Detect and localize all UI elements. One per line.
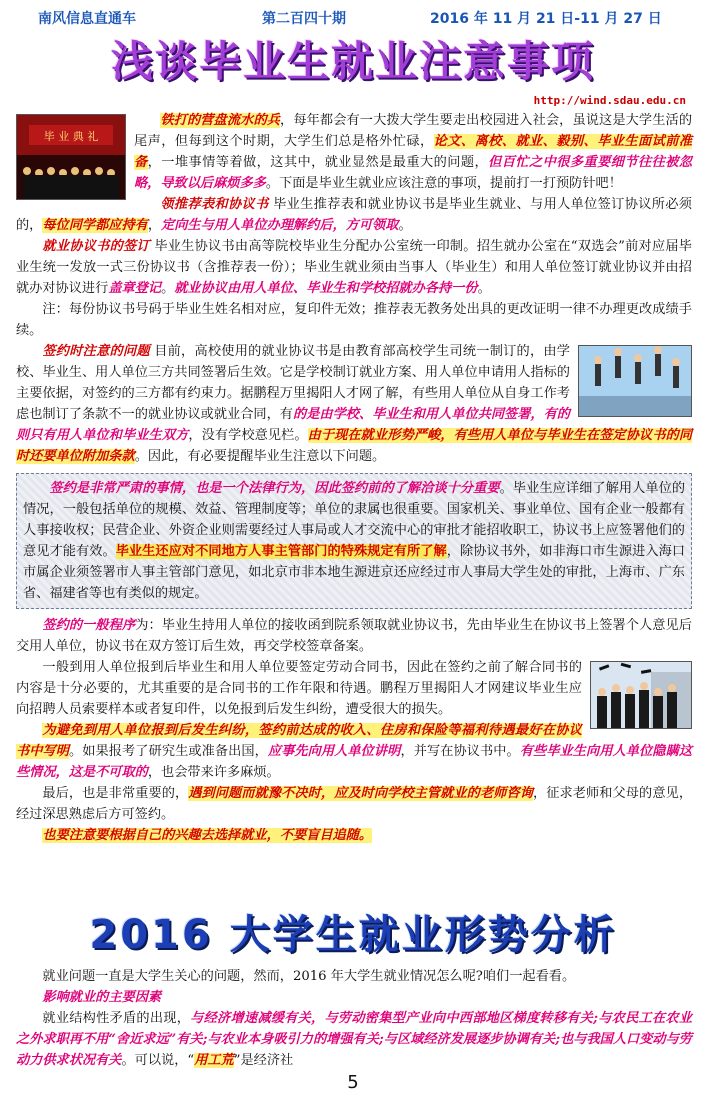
page-number: 5 [347,1072,359,1093]
issue-date: 2016 年 11 月 21 日-11 月 27 日 [430,11,662,27]
recommendation-form-paragraph: 领推荐表和协议书 毕业生推荐表和就业协议书是毕业生就业、与用人单位签订协议所必须的，每位同学都应持有，定向生与用人单位办理解约后，方可领取。 [16,197,692,233]
signing-issues-paragraph: 签约时注意的问题 目前，高校使用的就业协议书是由教育部高校学生司统一制订的，由学校、毕业生、用人单位三方共同签署后生效。它是学校制订就业方案、用人单位申请用人指标的主要依据，对签约的三方都有约束力。据鹏程万里揭阳人才网了解，有些用人单位从自身工作考虑也制订了条款不一的就业协议或就业合同，有的是由学校、毕业生和用人单位共同签署，有的则只有用人单位和毕业生双方，没有学校意见栏。由于现在就业形势严峻，有些用人单位与毕业生在签定协议书的同时还要单位附加条款。因此，有必要提醒毕业生注意以下问题。 [16,344,693,464]
procedure-paragraph: 签约的一般程序为：毕业生持用人单位的接收函到院系领取就业协议书，先由毕业生在协议书上签署个人意见后交用人单位，协议书在双方签订后生效，再交学校签章备案。 [16,618,692,654]
issue-number: 第二百四十期 [262,11,346,27]
section-body [16,966,692,1071]
graduation-ceremony-photo [16,114,126,200]
graduates-cap-toss-photo [590,661,692,729]
photo-caption: 毕 业 典 礼 [43,130,99,143]
article-body [16,110,692,846]
consult-paragraph: 最后，也是非常重要的，遇到问题而就豫不决时，应及时向学校主管就业的老师咨询，征求老师和父母的意见，经过深思熟虑后方可签约。 [16,786,693,822]
article-title: 浅谈毕业生就业注意事项 [110,37,595,86]
source-url[interactable]: http://wind.sdau.edu.cn [533,94,686,107]
newsletter-name: 南风信息直通车 [38,11,136,27]
welfare-paragraph: 为避免到用人单位报到后发生纠纷，签约前达成的收入、住房和保险等福利待遇最好在协议书中写明。如果报考了研究生或准备出国，应事先向用人单位讲明，并写在协议书中。有些毕业生向用人单位隐瞒这些情况，这是不可取的，也会带来许多麻烦。 [16,723,693,780]
caution-paragraph: 签约是非常严肃的事情，也是一个法律行为，因此签约前的了解洽谈十分重要。毕业生应详细了解用人单位的情况，一般包括单位的规模、效益、管理制度等；单位的隶属也很重要。国家机关、事业单位、国有企业一般都有人事接收权；民营企业、外资企业则需要经过人事局或人才交流中心的审批才能招收职工，协议书上应签署他们的意见才能有效。毕业生还应对不同地方人事主管部门的特殊规定有所了解，除协议书外，如非海口市生源进入海口市属企业须签署市人事主管部门意见，如北京市非本地生源进京还应经过市人事局大学生处的审批，上海市、广东省、福建省等也有类似的规定。 [23,481,686,601]
newsletter-header [0,0,706,32]
intro-paragraph: 铁打的营盘流水的兵，每年都会有一大拨大学生要走出校园进入社会，虽说这是大学生活的尾声，但每到这个时期，大学生们总是格外忙碌，论文、离校、就业、毅别、毕业生面试前准备，一堆事情等着做，这其中，就业显然是最重大的问题，但百忙之中很多重要细节往往被忽略，导致以后麻烦多多。下面是毕业生就业应该注意的事项，提前打一打预防针吧！ [134,113,693,191]
contract-paragraph: 一般到用人单位报到后毕业生和用人单位要签定劳动合同书，因此在签约之前了解合同书的内容是十分必要的，尤其重要的是合同书的工作年限和待遇。鹏程万里揭阳人才网建议毕业生应向招聘人员索要样本或者复印件，以免报到后发生纠纷，遭受很大的损失。 [16,660,582,717]
agreement-signing-paragraph: 就业协议书的签订 毕业生协议书由高等院校毕业生分配办公室统一印制。招生就办公室在“双选会”前对应届毕业生统一发放一式三份协议书（含推荐表一份）；毕业生就业须由当事人（毕业生）和用人单位签订就业协议并由招就办对协议进行盖章登记。就业协议由用人单位、毕业生和学校招就办各持一份。 [16,239,692,296]
jumping-graduates-photo [578,345,692,417]
section-intro: 就业问题一直是大学生关心的问题，然而，2016 年大学生就业情况怎么呢?咱们一起看看。 [42,969,576,984]
closing-paragraph: 也要注意要根据自己的兴趣去选择就业，不要盲目追随。 [42,828,373,843]
section-title: 2016 大学生就业形势分析 [89,912,617,958]
factors-heading: 影响就业的主要因素 [42,990,162,1005]
signing-caution-box [16,473,692,609]
note-paragraph: 注：每份协议书号码于毕业生姓名相对应，复印件无效；推荐表无教务处出具的更改证明一律不办理更改成绩手续。 [16,302,692,338]
factors-paragraph: 就业结构性矛盾的出现，与经济增速减缓有关，与劳动密集型产业向中西部地区梯度转移有关;与农民工在农业之外求职再不用“舍近求远”有关;与农业本身吸引力的增强有关;与区域经济发展逐步协调有关;也与我国人口变动与劳动力供求状况有关。可以说，“用工荒”是经济社 [16,1011,693,1068]
